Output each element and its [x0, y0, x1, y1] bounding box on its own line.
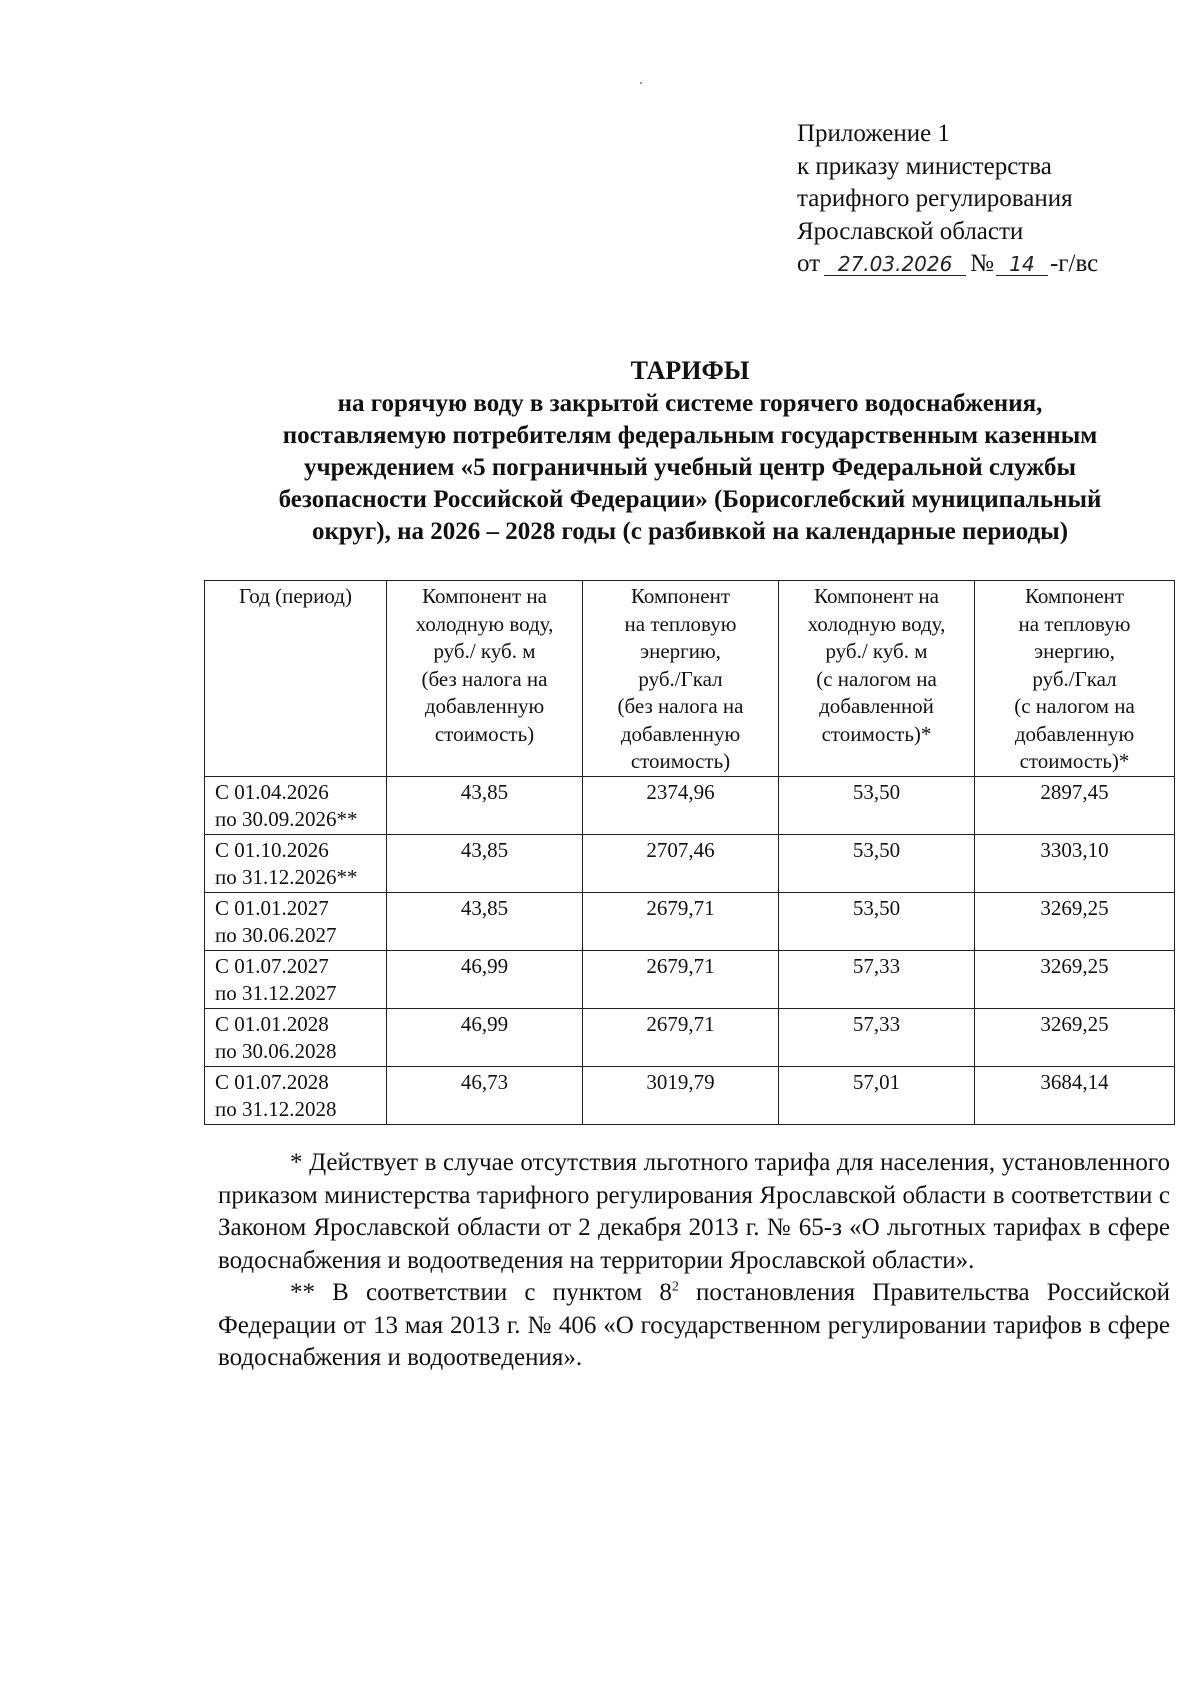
date-prefix: от [797, 250, 821, 277]
header-line: холодную воду, [807, 611, 946, 636]
header-cold-vat [779, 581, 975, 777]
header-line: стоимость) [630, 749, 731, 773]
title-line: на горячую воду в закрытой системе горячего водоснабжения, [337, 390, 1043, 417]
header-period [205, 581, 387, 777]
period-from: С 01.07.2027 [215, 953, 329, 978]
cold-cell: 43,85 [387, 892, 583, 950]
appendix-title: Приложение 1 [797, 120, 950, 147]
header-line: стоимость)* [821, 721, 932, 746]
heat-vat-cell: 2897,45 [975, 776, 1175, 834]
header-line: добавленной [819, 694, 934, 718]
title-main: ТАРИФЫ [630, 356, 750, 385]
header-line: добавленную [620, 721, 741, 746]
table-row [205, 776, 1175, 834]
table-header-row [205, 581, 1175, 777]
period-cell [205, 950, 387, 1008]
cold-cell: 46,73 [387, 1066, 583, 1124]
table-row [205, 1008, 1175, 1066]
appendix-date-line [797, 248, 1098, 281]
footnote-2-text-rest: постановления Правительства Российской Федерации от 13 мая 2013 г. № 406 «О государственном регулировании тарифов в сфере водоснабжения и водоотведения». [218, 1279, 1171, 1371]
header-line: на тепловую [1018, 611, 1131, 636]
header-heat-no-vat [583, 581, 779, 777]
header-line: руб./ куб. м [433, 639, 536, 663]
period-from: С 01.04.2026 [215, 779, 329, 804]
cold-vat-cell: 57,01 [779, 1066, 975, 1124]
heat-cell: 2374,96 [583, 776, 779, 834]
heat-vat-cell: 3684,14 [975, 1066, 1175, 1124]
footnotes [218, 1147, 1170, 1375]
period-to: по 30.06.2028 [215, 1039, 337, 1063]
heat-cell: 2679,71 [583, 950, 779, 1008]
header-line: добавленную [424, 694, 545, 718]
period-cell [205, 776, 387, 834]
header-line: на тепловую [624, 611, 737, 636]
heat-cell: 2679,71 [583, 1008, 779, 1066]
period-cell [205, 1066, 387, 1124]
title-line: округ), на 2026 – 2028 годы (с разбивкой на календарные периоды) [311, 518, 1069, 545]
period-to: по 31.12.2026** [215, 865, 358, 889]
cold-vat-cell: 53,50 [779, 892, 975, 950]
header-line: стоимость) [434, 721, 535, 746]
period-cell [205, 834, 387, 892]
heat-vat-cell: 3269,25 [975, 950, 1175, 1008]
title-line: безопасности Российской Федерации» (Борисоглебский муниципальный [278, 486, 1102, 513]
cold-cell: 43,85 [387, 776, 583, 834]
scan-speck [640, 82, 642, 84]
header-line: руб./ куб. м [825, 639, 928, 663]
appendix-order-ref: к приказу министерства [797, 152, 1052, 180]
cold-vat-cell: 57,33 [779, 1008, 975, 1066]
cold-vat-cell: 53,50 [779, 776, 975, 834]
cold-cell: 43,85 [387, 834, 583, 892]
appendix-region: Ярославской области [797, 217, 1024, 245]
handwritten-number: 14 [996, 253, 1048, 276]
title-line: учреждением «5 пограничный учебный центр Федеральной службы [304, 454, 1076, 481]
period-from: С 01.07.2028 [215, 1069, 329, 1094]
document-title [210, 355, 1170, 548]
header-line: (с налогом на [816, 666, 937, 691]
header-line: руб./Гкал [1032, 666, 1117, 691]
cold-vat-cell: 57,33 [779, 950, 975, 1008]
header-line: Компонент на [422, 584, 547, 608]
period-to: по 30.09.2026** [215, 807, 358, 831]
header-heat-vat [975, 581, 1175, 777]
title-line: поставляемую потребителям федеральным государственным казенным [282, 422, 1098, 449]
period-cell [205, 1008, 387, 1066]
period-to: по 30.06.2027 [215, 923, 337, 947]
header-line: энергию, [1034, 639, 1115, 663]
appendix-ministry: тарифного регулирования [797, 185, 1073, 212]
cold-cell: 46,99 [387, 950, 583, 1008]
heat-vat-cell: 3269,25 [975, 892, 1175, 950]
table-row [205, 834, 1175, 892]
period-to: по 31.12.2027 [215, 981, 337, 1005]
heat-cell: 2679,71 [583, 892, 779, 950]
period-from: С 01.10.2026 [215, 837, 329, 862]
footnote-2-superscript: 2 [671, 1279, 679, 1295]
table-row [205, 892, 1175, 950]
header-line: добавленную [1014, 721, 1135, 746]
header-cold-no-vat [387, 581, 583, 777]
number-sign: № [970, 250, 994, 277]
header-line: Год (период) [239, 584, 352, 608]
header-line: Компонент на [814, 584, 939, 608]
heat-cell: 2707,46 [583, 834, 779, 892]
header-line: холодную воду, [415, 611, 554, 636]
header-line: стоимость)* [1019, 749, 1130, 773]
footnote-2-text: ** В соответствии с пунктом 8 [290, 1279, 672, 1306]
period-from: С 01.01.2028 [215, 1011, 329, 1036]
table-row [205, 1066, 1175, 1124]
header-line: Компонент [1024, 584, 1125, 608]
tariffs-table [204, 580, 1175, 1125]
heat-cell: 3019,79 [583, 1066, 779, 1124]
header-line: (без налога на [617, 694, 744, 718]
appendix-header [797, 118, 1098, 281]
heat-vat-cell: 3303,10 [975, 834, 1175, 892]
period-from: С 01.01.2027 [215, 895, 329, 920]
header-line: (без налога на [421, 666, 548, 691]
number-suffix: -г/вс [1049, 250, 1099, 277]
header-line: энергию, [640, 639, 721, 663]
header-line: руб./Гкал [638, 666, 723, 691]
heat-vat-cell: 3269,25 [975, 1008, 1175, 1066]
cold-cell: 46,99 [387, 1008, 583, 1066]
header-line: Компонент [630, 584, 731, 608]
handwritten-date: 27.03.2026 [824, 253, 966, 276]
footnote-1: * Действует в случае отсутствия льготного тарифа для населения, установленного приказом министерства тарифного регулирования Ярославской области в соответствии с Законом Ярославской области от 2 декабря 2013 г. № 65-з «О льготных тарифах в сфере водоснабжения и водоотведения на территории Ярославской области». [218, 1149, 1170, 1274]
footnote-2 [218, 1277, 1170, 1375]
header-line: (с налогом на [1014, 694, 1135, 718]
table-row [205, 950, 1175, 1008]
period-cell [205, 892, 387, 950]
cold-vat-cell: 53,50 [779, 834, 975, 892]
period-to: по 31.12.2028 [215, 1097, 337, 1121]
